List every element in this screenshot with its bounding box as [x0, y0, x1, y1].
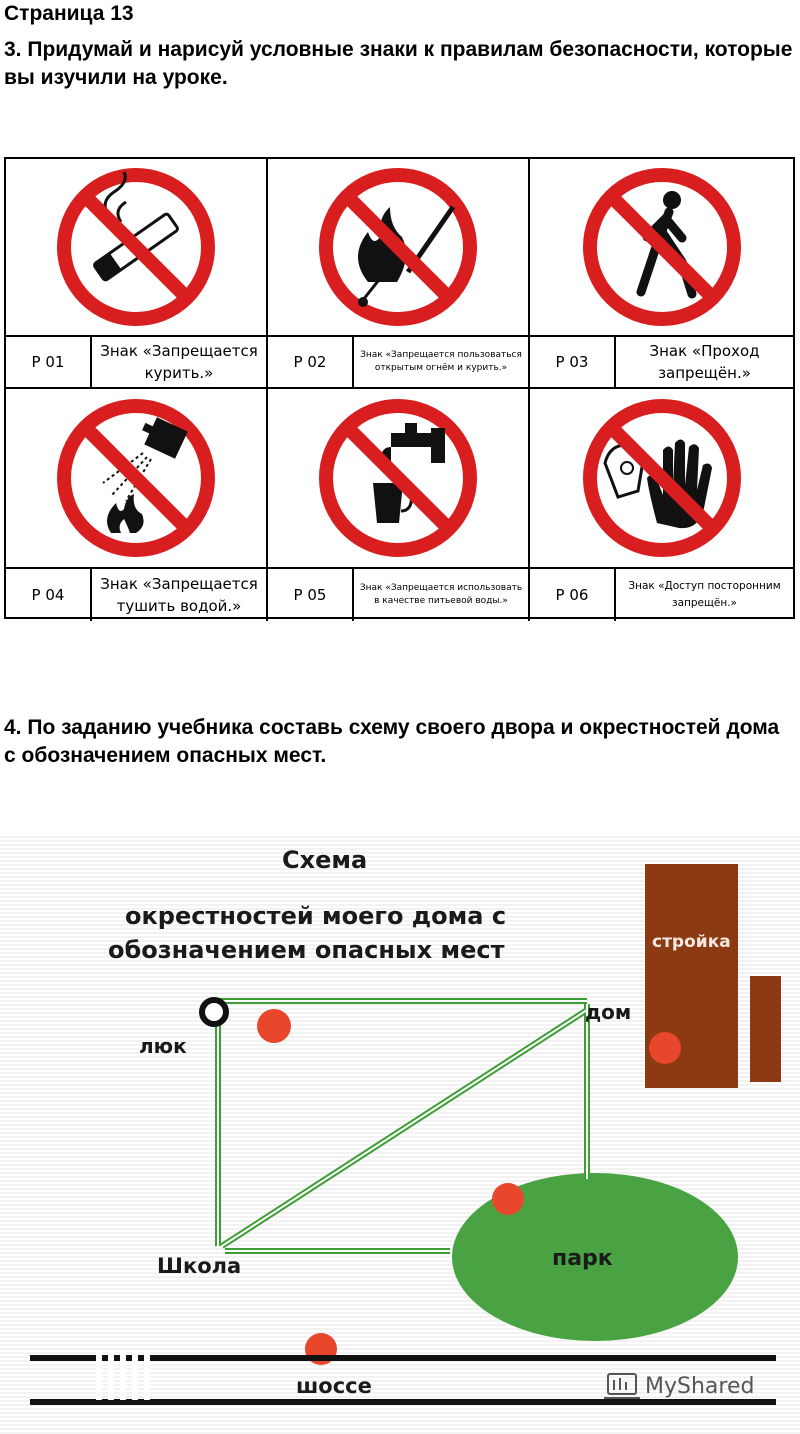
- sign-code: Р 04: [6, 569, 92, 621]
- no-unauthorized-access-icon: [577, 393, 747, 563]
- label-construction: стройка: [652, 932, 731, 952]
- signs-table: [4, 157, 795, 619]
- sign-caption: Знак «Запрещается использовать в качестве питьевой воды.»: [359, 583, 523, 606]
- label-hatch: люк: [139, 1034, 187, 1058]
- sign-cell-1: [6, 159, 268, 337]
- hatch-icon: [202, 1000, 226, 1024]
- danger-mark: [257, 1009, 291, 1043]
- danger-mark: [492, 1183, 524, 1215]
- not-drinking-water-icon: [313, 393, 483, 563]
- task-4-text: 4. По заданию учебника составь схему своего двора и окрестностей дома с обозначением опасных мест.: [4, 716, 780, 767]
- sign-code: Р 03: [530, 337, 616, 387]
- scheme-title-line-1: Схема: [282, 846, 368, 874]
- no-pedestrians-icon: [577, 162, 747, 332]
- label-school: Школа: [157, 1254, 242, 1278]
- construction-annex: [750, 976, 781, 1082]
- sign-caption-row-1: [530, 337, 793, 389]
- danger-mark: [649, 1032, 681, 1064]
- label-park: парк: [552, 1246, 613, 1271]
- no-smoking-icon: [51, 162, 221, 332]
- label-highway: шоссе: [296, 1374, 372, 1398]
- sign-caption-row-2: [530, 569, 793, 621]
- sign-caption-row-2: [268, 569, 530, 621]
- sign-cell-3: [530, 159, 793, 337]
- page-title: Страница 13: [4, 2, 134, 25]
- sign-cell-6: [530, 389, 793, 569]
- myshared-logo-icon: [604, 1374, 640, 1398]
- sign-code: Р 02: [268, 337, 354, 387]
- scheme-title-line-3: обозначением опасных мест: [108, 936, 505, 964]
- sign-code: Р 06: [530, 569, 616, 621]
- sign-caption: Знак «Запрещается пользоваться открытым огнём и курить.»: [360, 350, 522, 373]
- sign-caption-row-2: [6, 569, 268, 621]
- myshared-logo-text: MyShared: [645, 1374, 755, 1399]
- sign-caption: Знак «Запрещается курить.»: [100, 342, 258, 382]
- sign-code: Р 01: [6, 337, 92, 387]
- sign-caption-row-1: [268, 337, 530, 389]
- sign-cell-5: [268, 389, 530, 569]
- neighborhood-scheme: [0, 834, 800, 1434]
- sign-code: Р 05: [268, 569, 354, 621]
- sign-cell-4: [6, 389, 268, 569]
- no-water-extinguish-icon: [51, 393, 221, 563]
- sign-caption: Знак «Проход запрещён.»: [649, 342, 760, 382]
- sign-caption-row-1: [6, 337, 268, 389]
- sign-cell-2: [268, 159, 530, 337]
- task-3-text: 3. Придумай и нарисуй условные знаки к правилам безопасности, которые вы изучили на уроке.: [4, 38, 793, 89]
- label-house: дом: [585, 1000, 632, 1024]
- no-open-flame-icon: [313, 162, 483, 332]
- sign-caption: Знак «Доступ посторонним запрещён.»: [628, 580, 781, 609]
- sign-caption: Знак «Запрещается тушить водой.»: [100, 575, 258, 615]
- scheme-title-line-2: окрестностей моего дома с: [125, 902, 507, 930]
